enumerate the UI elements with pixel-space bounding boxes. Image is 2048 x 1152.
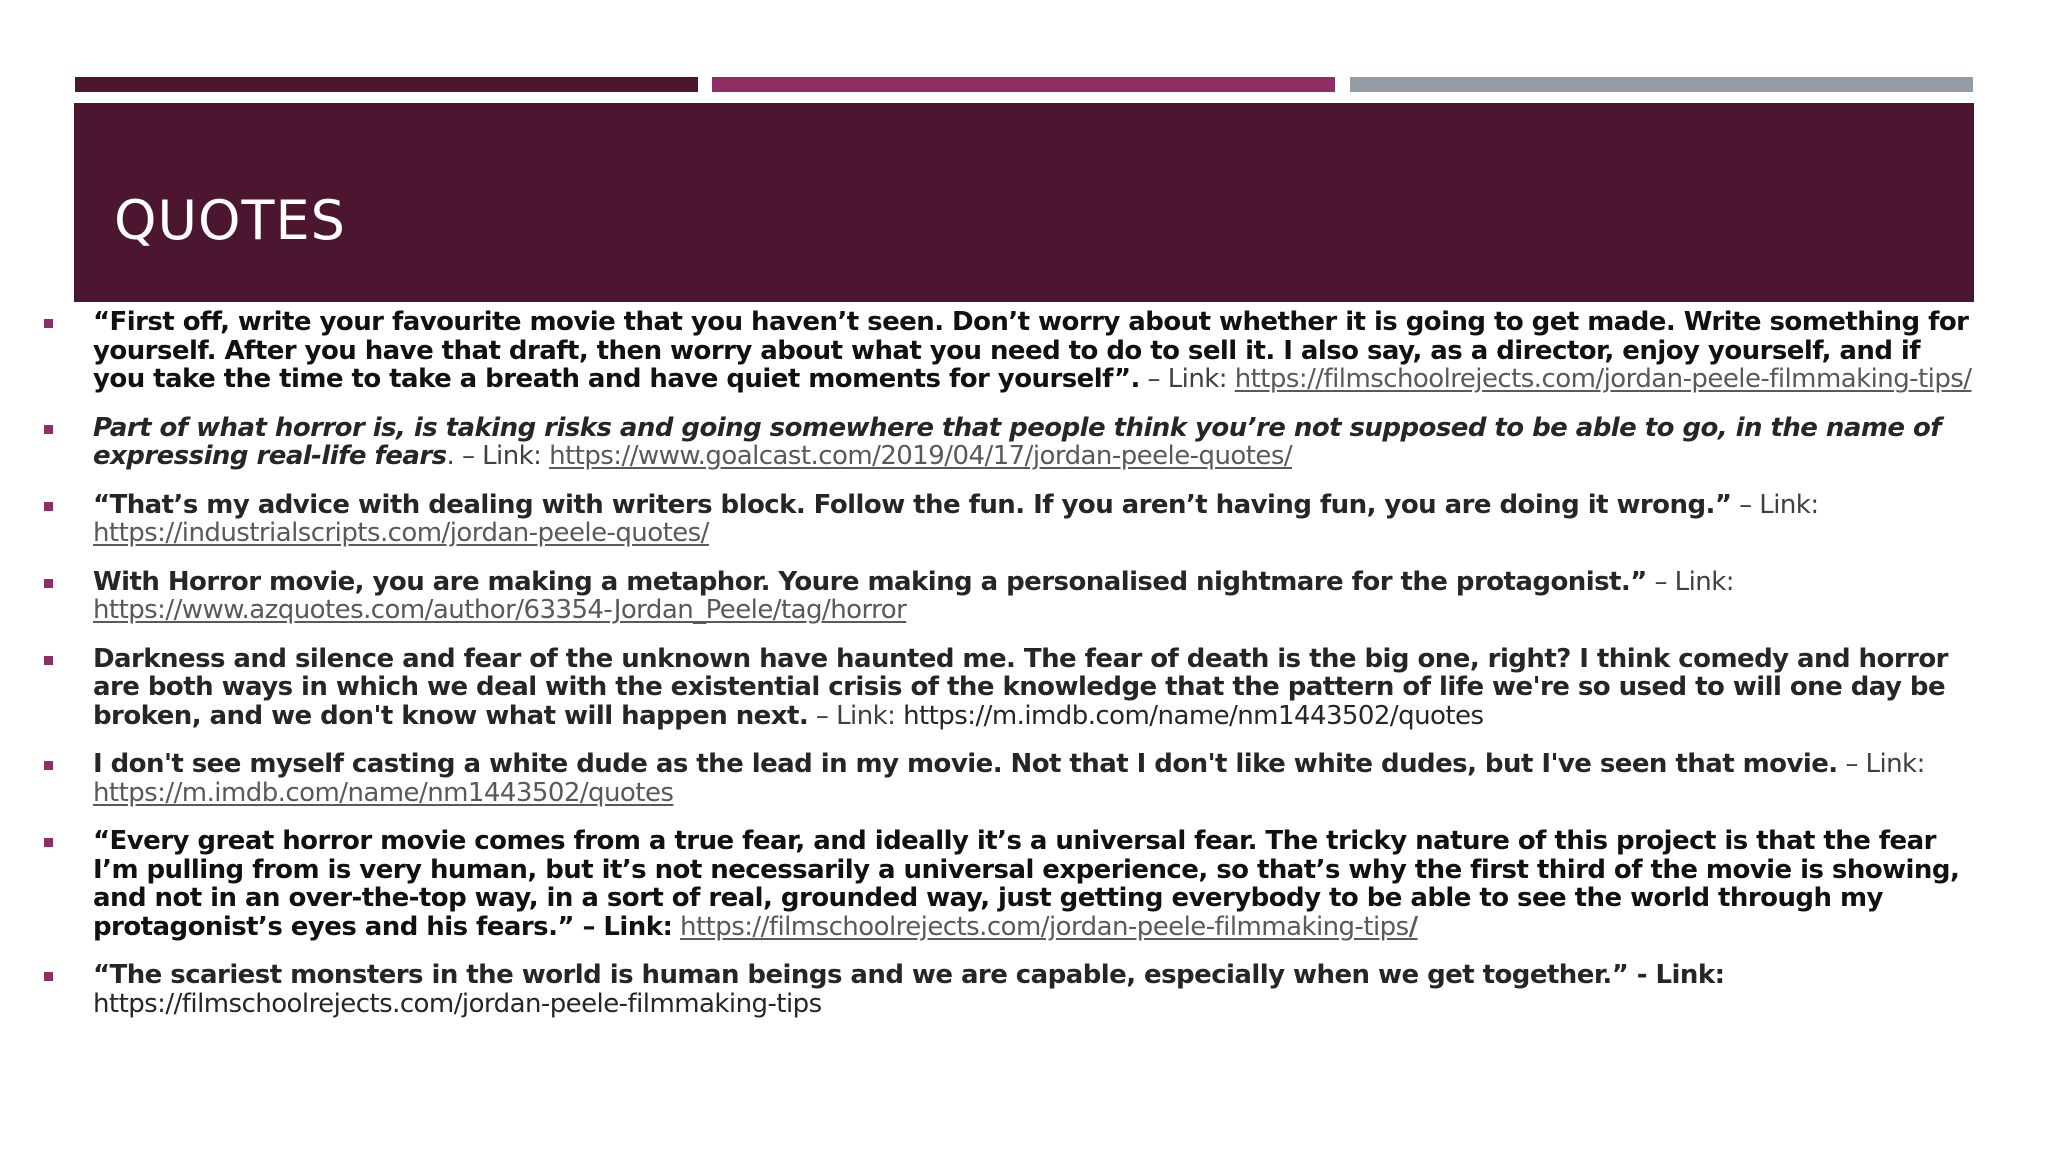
quote-item — [40, 961, 1975, 1018]
quote-item — [40, 827, 1975, 941]
bullet-square-icon — [44, 972, 53, 981]
accent-bar-magenta — [712, 77, 1335, 92]
quote-text: I don't see myself casting a white dude as the lead in my movie. Not that I don't like white dudes, but I've seen that movie. — [93, 749, 1838, 779]
quote-source-link[interactable]: https://m.imdb.com/name/nm1443502/quotes — [93, 777, 674, 808]
quote-source-link[interactable]: https://filmschoolrejects.com/jordan-peele-filmmaking-tips — [680, 911, 1409, 942]
quote-source-link[interactable]: https://industrialscripts.com/jordan-peele-quotes/ — [93, 518, 709, 548]
accent-bar-dark — [75, 77, 698, 92]
quote-item — [40, 308, 1975, 394]
slide-title: QUOTES — [114, 189, 346, 252]
bullet-square-icon — [44, 319, 53, 328]
quote-source-link[interactable]: https://www.azquotes.com/author/63354-Jordan_Peele/tag/horror — [93, 595, 907, 625]
quote-text: “Every great horror movie comes from a true fear, and ideally it’s a universal fear. The tricky nature of this project is that the fear I’m pulling from is very human, but it’s not necessarily a universal experience, so that’s why the first third of the movie is showing, and not in an over-the-top way, in a sort of real, grounded way, just getting everybody to be able to see the world through my protagonist’s eyes and his fears.” – Link: — [93, 826, 1960, 942]
link-trailing-slash[interactable]: / — [1408, 911, 1418, 942]
quote-item — [40, 414, 1975, 471]
bullet-square-icon — [44, 579, 53, 588]
quote-list — [40, 308, 1975, 1038]
quote-item — [40, 645, 1975, 731]
link-prefix — [672, 912, 680, 942]
quote-text: With Horror movie, you are making a metaphor. Youre making a personalised nightmare for the protagonist.” — [93, 566, 1647, 597]
quote-item — [40, 750, 1975, 807]
link-prefix: – Link: — [1731, 489, 1819, 520]
quote-text: Darkness and silence and fear of the unknown have haunted me. The fear of death is the big one, right? I think comedy and horror are both ways in which we deal with the existential crisis of the knowledge that the pattern of life we're so used to will one day be broken, and we don't know what will happen next. — [93, 643, 1948, 731]
link-prefix: . – Link: — [446, 441, 550, 471]
bullet-square-icon — [44, 425, 53, 434]
quote-text: “The scariest monsters in the world is human beings and we are capable, especially when we get together.” - Link: — [93, 960, 1725, 990]
title-band — [74, 103, 1974, 302]
bullet-square-icon — [44, 761, 53, 770]
quote-source-link[interactable]: https://www.goalcast.com/2019/04/17/jordan-peele-quotes/ — [549, 441, 1293, 471]
link-prefix: – Link: — [1837, 749, 1925, 779]
link-prefix: – Link: — [808, 700, 904, 731]
bullet-square-icon — [44, 656, 53, 665]
link-prefix: – Link: — [1646, 566, 1734, 597]
quote-source-link: https://filmschoolrejects.com/jordan-peele-filmmaking-tips — [93, 988, 822, 1019]
quote-source-link: https://m.imdb.com/name/nm1443502/quotes — [903, 700, 1484, 731]
quote-source-link[interactable]: https://filmschoolrejects.com/jordan-peele-filmmaking-tips/ — [1234, 364, 1972, 394]
bullet-square-icon — [44, 838, 53, 847]
quote-item — [40, 568, 1975, 625]
link-prefix: – Link: — [1139, 364, 1235, 394]
quote-text: “That’s my advice with dealing with writers block. Follow the fun. If you aren’t having fun, you are doing it wrong.” — [93, 489, 1732, 520]
quote-text: “First off, write your favourite movie that you haven’t seen. Don’t worry about whether it is going to get made. Write something for yourself. After you have that draft, then worry about what you need to do to sell it. I also say, as a director, enjoy yourself, and if you take the time to take a breath and have quiet moments for yourself”. — [93, 307, 1969, 394]
accent-bar-gray — [1350, 77, 1973, 92]
quote-text: Part of what horror is, is taking risks and going somewhere that people think you’re not supposed to be able to go, in the name of expressing real-life fears — [93, 412, 1942, 471]
bullet-square-icon — [44, 502, 53, 511]
quote-item — [40, 491, 1975, 548]
